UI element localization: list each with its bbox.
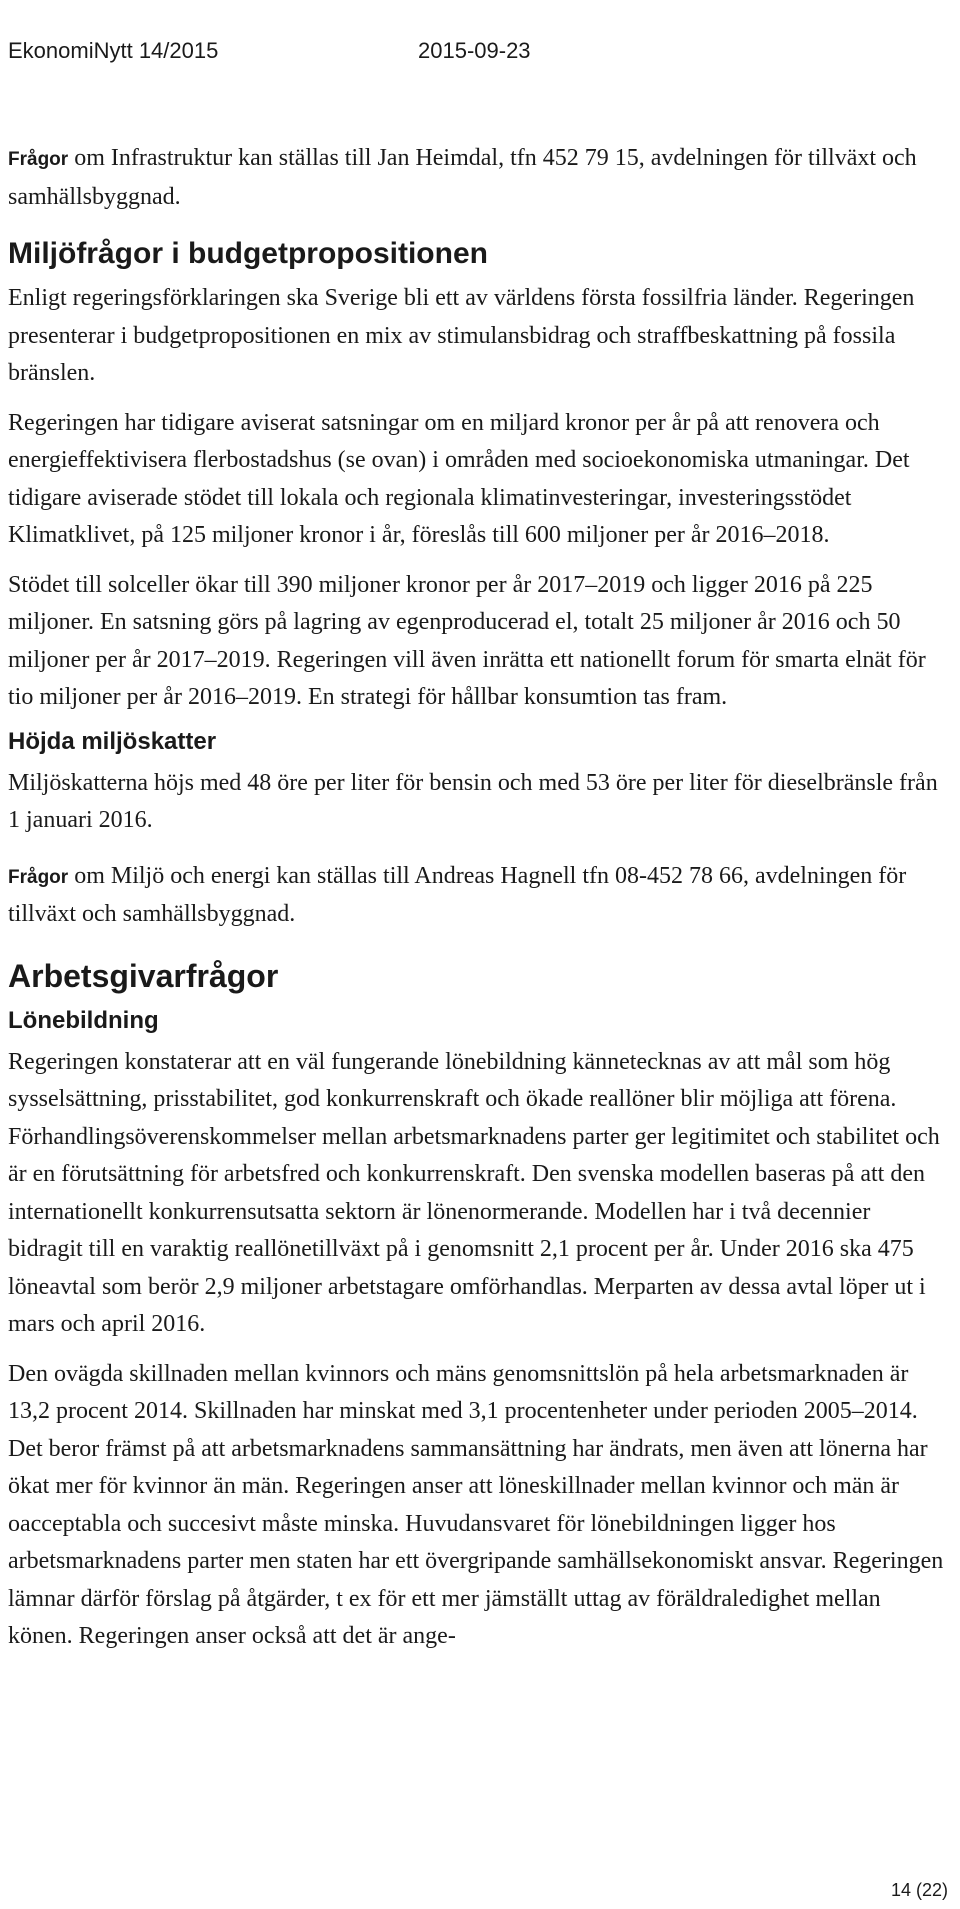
page-header [8, 38, 531, 64]
section-heading-employer: Arbetsgivarfrågor [8, 957, 279, 994]
page-number: 14 (22) [890, 1880, 948, 1900]
infra-questions-note [8, 140, 948, 216]
paragraph: Stödet till solceller ökar till 390 miljoner kronor per år 2017–2019 och ligger 2016 på 225 miljoner. En satsning görs på lagring av egenproducerad el, totalt 25 miljoner år 2016 och 50 miljoner per år 2017–2019. Regeringen vill även inrätta ett nationellt forum för smarta elnät för tio miljoner per år 2016–2019. En strategi för hållbar konsumtion tas fram. [8, 571, 926, 710]
questions-text: om Infrastruktur kan ställas till Jan Heimdal, tfn 452 79 15, avdelningen för tillväxt och samhällsbyggnad. [8, 145, 917, 210]
subheading-wage-formation: Lönebildning [8, 1006, 159, 1034]
paragraph: Den ovägda skillnaden mellan kvinnors och mäns genomsnittslön på hela arbetsmarknaden är 13,2 procent 2014. Skillnaden har minskat med 3,1 procentenheter under perioden 2005–2014. Det beror främst på att arbetsmarknadens sammansättning har ändrats, men även att lönerna har ökat mer för kvinnor än män. Regeringen anser att löneskillnader mellan kvinnor och män är oacceptabla och succesivt måste minska. Huvudansvaret för lönebildningen ligger hos arbetsmarknadens parter men staten har ett övergripande samhällsekonomiskt ansvar. Regeringen lämnar därför förslag på åtgärder, t ex för ett mer jämställt uttag av föräldraledighet mellan könen. Regeringen anser också att det är ange- [8, 1360, 944, 1649]
questions-label: Frågor [8, 866, 69, 888]
paragraph: Miljöskatterna höjs med 48 öre per liter för bensin och med 53 öre per liter för dieselbränsle från 1 januari 2016. [8, 769, 938, 833]
publication-date: 2015-09-23 [418, 38, 531, 63]
env-questions-note [8, 858, 948, 934]
article-body [8, 140, 948, 1656]
subheading-taxes: Höjda miljöskatter [8, 727, 217, 755]
paragraph: Enligt regeringsförklaringen ska Sverige bli ett av världens första fossilfria länder. Regeringen presenterar i budgetpropositionen en mix av stimulansbidrag och straffbeskattning på fossila bränslen. [8, 285, 915, 386]
publication-title: EkonomiNytt 14/2015 [8, 38, 219, 63]
section-heading-environment: Miljöfrågor i budgetpropositionen [8, 237, 488, 270]
questions-label: Frågor [8, 149, 69, 170]
questions-text: om Miljö och energi kan ställas till Andreas Hagnell tfn 08-452 78 66, avdelningen för tillväxt och samhällsbyggnad. [8, 862, 907, 927]
paragraph: Regeringen konstaterar att en väl fungerande lönebildning kännetecknas av att mål som hög sysselsättning, prisstabilitet, god konkurrenskraft och ökade reallöner blir möjliga att förena. Förhandlingsöverenskommelser mellan arbetsmarknadens parter ger legitimitet och stabilitet och är en förutsättning för arbetsfred och konkurrenskraft. Den svenska modellen baseras på att den internationellt konkurrensutsatta sektorn är lönenormerande. Modellen har i två decennier bidragit till en varaktig reallönetillväxt på i genomsnitt 2,1 procent per år. Under 2016 ska 475 löneavtal som berör 2,9 miljoner arbetstagare omförhandlas. Merparten av dessa avtal löper ut i mars och april 2016. [8, 1048, 940, 1337]
paragraph: Regeringen har tidigare aviserat satsningar om en miljard kronor per år på att renovera och energieffektivisera flerbostadshus (se ovan) i områden med socioekonomiska utmaningar. Det tidigare aviserade stödet till lokala och regionala klimatinvesteringar, investeringsstödet Klimatklivet, på 125 miljoner kronor i år, föreslås till 600 miljoner per år 2016–2018. [8, 409, 910, 548]
